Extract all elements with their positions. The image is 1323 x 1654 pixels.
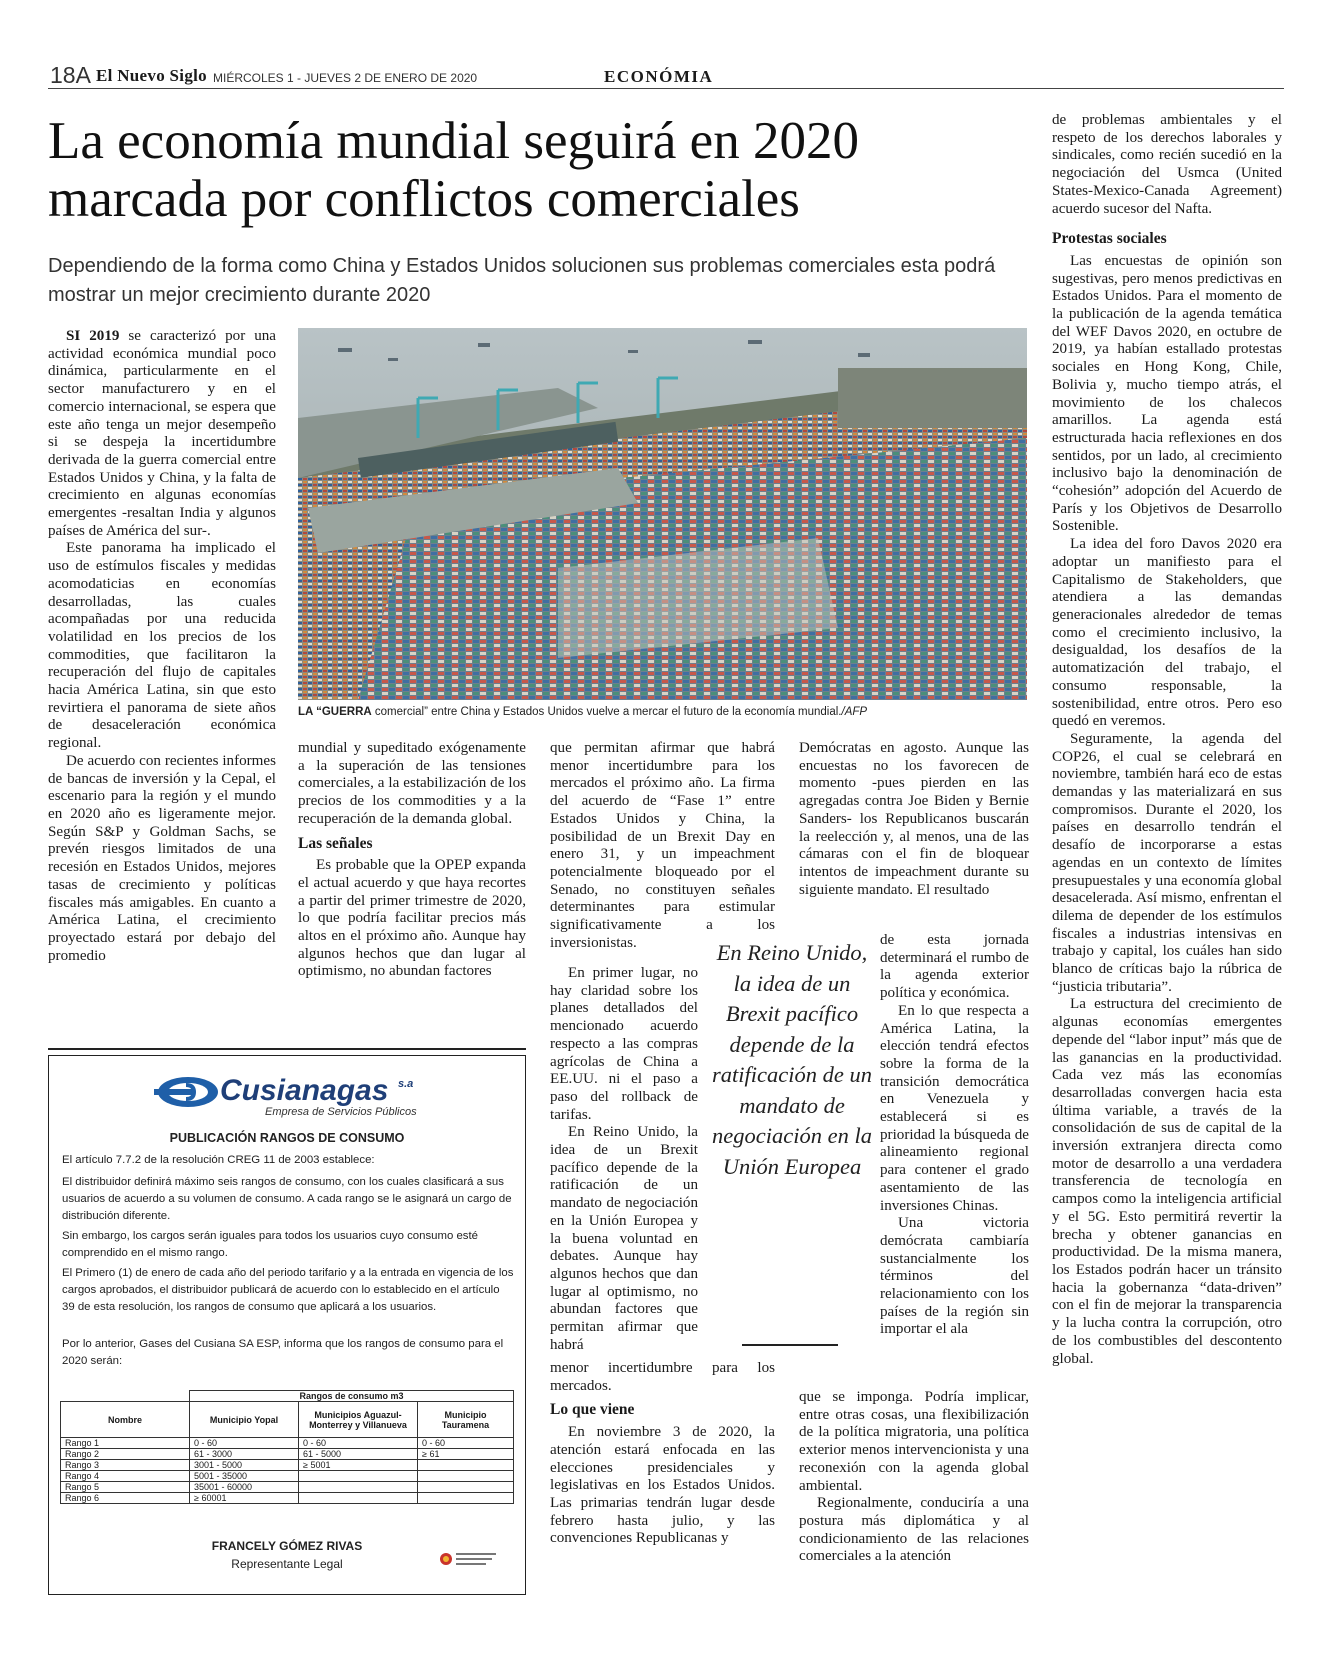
newspaper-name: El Nuevo Siglo — [96, 66, 207, 85]
company-tagline: Empresa de Servicios Públicos — [265, 1106, 417, 1118]
column-header: Nombre — [61, 1402, 190, 1438]
page-number: 18A — [50, 62, 91, 88]
ad-title: PUBLICACIÓN RANGOS DE CONSUMO — [169, 1131, 405, 1145]
paragraph: que permitan afirmar que habrá menor incertidumbre para los mercados el próximo año. La firma del acuerdo de “Fase 1” entre Estados Unidos y China, la posibilidad de un Brexit Day en enero 31, y un impeachment potencialmente bloqueado por el Senado, no constituyen señales determinantes para estimular significativamente a los inversionistas. — [550, 740, 775, 951]
article-column-5 — [1052, 112, 1282, 1368]
table-row: Rango 4 5001 - 35000 — [61, 1471, 514, 1482]
paragraph: Regionalmente, conduciría a una postura más diplomática y al condicionamiento de las relaciones comerciales a la atención — [799, 1495, 1029, 1565]
header-rule — [48, 88, 1284, 89]
paragraph: menor incertidumbre para los mercados. — [550, 1360, 775, 1394]
paragraph: En noviembre 3 de 2020, la atención estará enfocada en las elecciones presidenciales y legislativas en los Estados Unidos. Las primarias tendrán lugar desde febrero hasta julio, y las convenciones Republicanas y — [550, 1424, 775, 1547]
photo-illustration — [298, 328, 1027, 700]
paragraph: En lo que respecta a América Latina, la elección tendrá efectos sobre la forma de la transición democrática en Venezuela y establecerá si es prioridad la búsqueda de alineamiento regional para contener el grado asentamiento de las inversiones Chinas. — [880, 1002, 1029, 1214]
ad-paragraph: El artículo 7.7.2 de la resolución CREG 11 de 2003 establece: — [62, 1154, 375, 1166]
table-row: Rango 2 61 - 3000 61 - 5000 ≥ 61 — [61, 1449, 514, 1460]
article-column-4-top — [799, 740, 1029, 899]
table-row: Rango 3 3001 - 5000 ≥ 5001 — [61, 1460, 514, 1471]
section-subhead: Las señales — [298, 834, 373, 852]
port-containers-photo — [298, 328, 1027, 700]
article-column-3-top — [550, 740, 775, 952]
ad-paragraph: Por lo anterior, Gases del Cusiana SA ESP, informa que los rangos de consumo para el 2020 serán: — [62, 1338, 504, 1367]
paragraph: En primer lugar, no hay claridad sobre los planes detallados del mencionado acuerdo respecto a las compras agrícolas de China a EE.UU. ni el paso a paso del rollback de tarifas. — [550, 965, 698, 1123]
consumption-ranges-table — [60, 1390, 514, 1504]
lead-paragraph: SI 2019 se caracterizó por una actividad económica mundial poco dinámica, particularmente en el sector manufacturero y en el comercio internacional, se espera que este año tenga un mejor desempeño si se despeja la incertidumbre derivada de la guerra comercial entre Estados Unidos y China, y la falta de crecimiento en algunas economías emergentes -resaltan India y algunos países de América del sur-. — [48, 328, 277, 539]
paragraph: La estructura del crecimiento de algunas economías emergentes depende del “labor input” más que de las ganancias en la productividad. Cada vez más las economías desarrolladas convergen hacia esta última variable, a través de la consolidación de sus de capital de la inversión extranjera directa como motor de desarrollo a una verdadera transferencia de tecnología en campos como la inteligencia artificial y el 5G. Esto permitirá revertir la brecha y obtener ganancias en productividad. De la misma manera, los Estados podrán hacer un tránsito hacia la gobernanza “data-driven” con el fin de mejorar la transparencia y la lucha contra la corrupción, otro de los combustibles del descontento global. — [1052, 996, 1282, 1367]
paragraph: de esta jornada determinará el rumbo de la agenda exterior política y económica. — [880, 932, 1029, 1002]
headline: La economía mundial seguirá en 2020 marcada por conflictos comerciales — [48, 112, 859, 228]
ad-paragraph: El distribuidor definirá máximo seis rangos de consumo, con los cuales clasificará a sus usuarios de acuerdo a su volumen de consumo. A cada rango se le asignará un cargo de distribución diferente. — [62, 1176, 512, 1222]
paragraph: Las encuestas de opinión son sugestivas, pero menos predictivas en Estados Unidos. Para el momento de la publicación de la agenda temática del WEF Davos 2020, en octubre de 2019, ya habían estallado protestas sociales en Hong Kong, Chile, Bolivia y, mucho tiempo atrás, el movimiento de los chalecos amarillos. La agenda está estructurada hacia reflexiones en dos sentidos, por un lado, al crecimiento inclusivo bajo la denominación de “cohesión” adopción del Acuerdo de París y los Objetivos de Desarrollo Sostenible. — [1052, 252, 1282, 535]
company-logo — [150, 1074, 450, 1118]
section-name: ECONÓMIA — [604, 67, 714, 86]
paragraph: En Reino Unido, la idea de un Brexit pacífico depende de la ratificación de un mandato de negociación en la Unión Europea y la buena voluntad en debates. Aunque hay algunos hechos que dan lugar al optimismo, no abundan factores que permitan afirmar que habrá — [550, 1124, 698, 1353]
paragraph: Seguramente, la agenda del COP26, el cual se celebrará en noviembre, también hará eco de estas demandas y las materializará en sus compromisos. Durante el 2020, los países en desarrollo tendrán el desafío de incorporarse a estas agendas en un contexto de límites presupuestales y una economía global desacelerada. Así mismo, enfrentan el dilema de depender de los estímulos fiscales a industrias intensivas en trabajo y capital, los cuáles han sido blanco de críticas bajo la rúbrica de “justicia tributaria”. — [1052, 730, 1282, 995]
article-column-1 — [48, 328, 276, 965]
ad-paragraph: Sin embargo, los cargos serán iguales para todos los usuarios cuyo consumo esté comprendido en el mismo rango. — [62, 1230, 478, 1259]
table-header-row — [61, 1402, 514, 1438]
pull-quote: En Reino Unido, la idea de un Brexit pacífico depende de la ratificación de un mandato de negociación en la Unión Europea — [712, 940, 872, 1179]
column-header: Municipio Yopal — [190, 1402, 299, 1438]
article-column-4-bottom — [799, 1389, 1029, 1566]
ad-top-rule — [48, 1048, 526, 1050]
company-name: Cusianagas — [220, 1074, 389, 1107]
article-column-2 — [298, 740, 526, 981]
paragraph: Es probable que la OPEP expanda el actual acuerdo y que haya recortes a partir del primer trimestre de 2020, lo que podría facilitar precios más altos en el próximo año. Aunque hay algunos hechos que dan lugar al optimismo, no abundan factores — [298, 857, 526, 980]
subheadline: Dependiendo de la forma como China y Estados Unidos solucionen sus problemas comerciales esta podrá mostrar un mejor crecimiento durante 2020 — [48, 255, 996, 306]
table-row: Rango 5 35001 - 60000 — [61, 1482, 514, 1493]
paragraph: La idea del foro Davos 2020 era adoptar un manifiesto para el Capitalismo de Stakeholders, que atendiera a las demandas generacionales alrededor de temas como el crecimiento inclusivo, la desigualdad, los desafíos de la automatización del trabajo, el consumo responsable, la sostenibilidad, entre otros. Pero eso quedó en veremos. — [1052, 536, 1282, 730]
lead-word: SI 2019 — [66, 328, 120, 344]
company-suffix: s.a — [398, 1078, 414, 1090]
ad-paragraph: El Primero (1) de enero de cada año del periodo tarifario y a la entrada en vigencia de los cargos aprobados, el distribuidor publicará de acuerdo con lo establecido en el artículo 39 de esta resolución, los rangos de consumo que aplicará a los usuarios. — [62, 1267, 514, 1313]
photo-caption: LA “GUERRA comercial” entre China y Estados Unidos vuelve a mercar el futuro de la economía mundial./AFP — [298, 706, 868, 718]
regulator-seal-icon — [438, 1547, 500, 1571]
pull-quote-rule — [742, 1344, 838, 1346]
paragraph: Este panorama ha implicado el uso de estímulos fiscales y medidas acomodaticias en economías desarrolladas, las cuales acompañadas por una reducida volatilidad en los precios de los commodities, que facilitaron la recuperación del flujo de capitales hacia América Latina, sin que esto revirtiera el panorama de siete años de desaceleración económica regional. — [48, 540, 276, 752]
article-column-4-narrow — [880, 932, 1029, 1339]
article-column-3-narrow — [550, 965, 698, 1354]
signer-name: FRANCELY GÓMEZ RIVAS — [211, 1539, 363, 1553]
section-subhead: Protestas sociales — [1052, 230, 1167, 248]
article-column-3-bottom — [550, 1360, 775, 1548]
column-header: Municipios Aguazul-Monterrey y Villanueva — [299, 1402, 418, 1438]
paragraph: de problemas ambientales y el respeto de los derechos laborales y sindicales, como recién sucedió en la negociación del Usmca (United States-Mexico-Canada Agreement) acuerdo sucesor del Nafta. — [1052, 112, 1282, 217]
signer-role: Representante Legal — [231, 1557, 343, 1571]
paragraph: Demócratas en agosto. Aunque las encuestas no los favorecen de momento -pues pierden en las agregadas contra Joe Biden y Bernie Sanders- los Republicanos buscarán la reelección y, al menos, una de las cámaras con el fin de bloquear intentos de impeachment durante su siguiente mandato. El resultado — [799, 740, 1029, 898]
paragraph: que se imponga. Podría implicar, entre otras cosas, una flexibilización de la política migratoria, una política exterior menos intervencionista y una reconexión con la agenda global ambiental. — [799, 1389, 1029, 1494]
table-row: Rango 1 0 - 60 0 - 60 0 - 60 — [61, 1438, 514, 1449]
table-row: Rango 6 ≥ 60001 — [61, 1493, 514, 1504]
table-title-row — [61, 1391, 514, 1402]
paragraph: Una victoria demócrata cambiaría sustancialmente los términos del relacionamiento con los países de la región sin importar el ala — [880, 1215, 1029, 1338]
column-header: Municipio Tauramena — [418, 1402, 514, 1438]
section-subhead: Lo que viene — [550, 1401, 635, 1419]
table-title: Rangos de consumo m3 — [190, 1391, 514, 1402]
gas-flame-logo-icon — [150, 1074, 220, 1110]
paragraph: mundial y supeditado exógenamente a la superación de las tensiones comerciales, a la estabilización de los precios de los commodities y a la recuperación de la demanda global. — [298, 740, 526, 827]
issue-date: MIÉRCOLES 1 - JUEVES 2 DE ENERO DE 2020 — [213, 71, 478, 85]
paragraph: De acuerdo con recientes informes de bancas de inversión y la Cepal, el escenario para la región y el mundo en 2020 año es ligeramente mejor. Según S&P y Goldman Sachs, se prevén riesgos limitados de una recesión en Estados Unidos, mejores tasas de crecimiento y políticas fiscales más amigables. En cuanto a América Latina, el crecimiento proyectado estará por debajo del promedio — [48, 752, 276, 964]
